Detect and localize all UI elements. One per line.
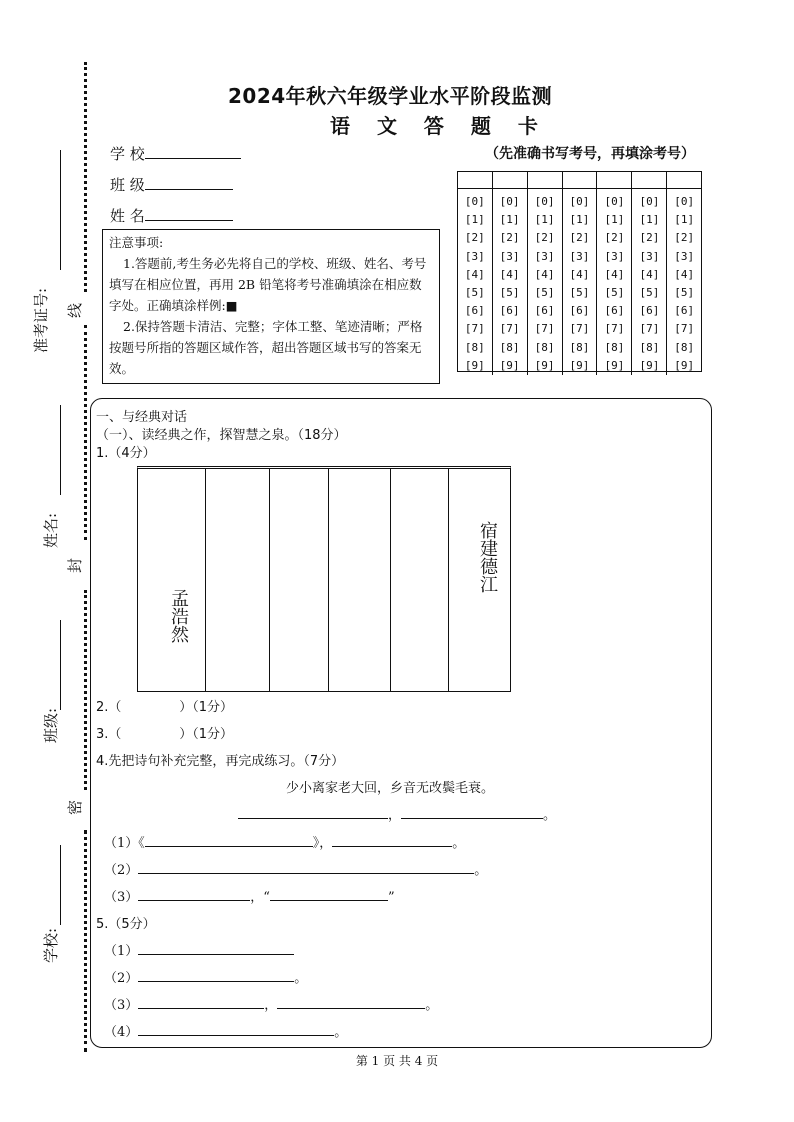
poet-name: 孟浩然 <box>168 589 189 643</box>
blank-line[interactable] <box>138 942 294 955</box>
digit-bubble[interactable]: [8] <box>569 340 590 354</box>
class-input-line[interactable] <box>145 175 233 190</box>
period: 。 <box>474 863 488 878</box>
digit-bubble[interactable]: [7] <box>674 322 695 336</box>
digit-bubble[interactable]: [8] <box>534 340 555 354</box>
id-digit-box[interactable] <box>492 172 527 189</box>
poem-column-divider <box>205 469 206 691</box>
class-field[interactable] <box>110 174 233 195</box>
exam-title: 2024年秋六年级学业水平阶段监测 <box>228 84 553 108</box>
digit-bubble[interactable]: [7] <box>569 322 590 336</box>
id-digit-box[interactable] <box>527 172 562 189</box>
q5-4-label: （4） <box>104 1025 139 1040</box>
digit-bubble[interactable]: [1] <box>464 213 485 227</box>
side-name-line <box>60 405 61 495</box>
digit-bubble[interactable]: [1] <box>639 213 660 227</box>
notes-box <box>102 229 440 384</box>
digit-bubble[interactable]: [3] <box>604 249 625 263</box>
digit-bubble[interactable]: [1] <box>674 213 695 227</box>
digit-bubble[interactable]: [2] <box>604 231 625 245</box>
side-exam-id-label: 准考证号: <box>32 287 51 354</box>
blank-line[interactable] <box>401 806 543 819</box>
digit-bubble[interactable]: [1] <box>534 213 555 227</box>
question-5-label: 5.（5分） <box>96 917 156 932</box>
digit-bubble[interactable]: [2] <box>639 231 660 245</box>
id-digit-column[interactable] <box>527 189 562 376</box>
q5-1-label: （1） <box>104 944 139 959</box>
id-digit-column[interactable] <box>458 189 492 376</box>
blank-line[interactable] <box>138 888 250 901</box>
period: 。 <box>334 1025 348 1040</box>
blank-line[interactable] <box>145 834 313 847</box>
digit-bubble[interactable]: [5] <box>534 286 555 300</box>
id-digit-column[interactable] <box>562 189 597 376</box>
digit-bubble[interactable]: [9] <box>534 358 555 372</box>
digit-bubble[interactable]: [7] <box>604 322 625 336</box>
id-digit-box[interactable] <box>632 172 667 189</box>
notes-item-1: 1.答题前,考生务必先将自己的学校、班级、姓名、考号填写在相应位置，再用 2B 铅笔将考号准确填涂在相应数字处。正确填涂样例:■ <box>109 256 427 313</box>
question-1-label: 1.（4分） <box>96 446 156 461</box>
page-footer: 第 1 页 共 4 页 <box>355 1054 439 1068</box>
digit-bubble[interactable]: [9] <box>569 358 590 372</box>
id-digit-box[interactable] <box>562 172 597 189</box>
digit-bubble[interactable]: [7] <box>464 322 485 336</box>
digit-bubble[interactable]: [6] <box>534 304 555 318</box>
blank-line[interactable] <box>238 806 388 819</box>
digit-bubble[interactable]: [5] <box>569 286 590 300</box>
digit-bubble[interactable]: [0] <box>464 195 485 208</box>
binding-seal-char: 封 <box>66 557 85 574</box>
q4-1-row[interactable] <box>104 832 465 851</box>
digit-bubble[interactable]: [4] <box>674 267 695 281</box>
blank-line[interactable] <box>277 996 425 1009</box>
digit-bubble[interactable]: [0] <box>639 195 660 208</box>
comma: ， <box>264 998 278 1013</box>
digit-bubble[interactable]: [7] <box>639 322 660 336</box>
q4-fill-line[interactable] <box>238 804 556 823</box>
poem-table[interactable] <box>137 466 511 692</box>
blank-line[interactable] <box>138 861 474 874</box>
side-name-label: 姓名: <box>42 512 61 549</box>
digit-bubble[interactable]: [9] <box>499 358 520 372</box>
digit-bubble[interactable]: [8] <box>639 340 660 354</box>
comma: ， <box>388 808 402 823</box>
digit-bubble[interactable]: [0] <box>674 195 695 208</box>
school-field[interactable] <box>110 143 241 164</box>
q4-1-label: （1）《 <box>104 836 145 851</box>
id-digit-column[interactable] <box>667 189 701 376</box>
blank-line[interactable] <box>332 834 452 847</box>
poem-column-divider <box>328 469 329 691</box>
digit-bubble[interactable]: [6] <box>639 304 660 318</box>
digit-bubble[interactable]: [2] <box>499 231 520 245</box>
digit-bubble[interactable]: [6] <box>604 304 625 318</box>
q4-3-end: ” <box>387 890 395 905</box>
name-field[interactable] <box>110 205 233 226</box>
digit-bubble[interactable]: [3] <box>464 249 485 263</box>
id-digit-box[interactable] <box>597 172 632 189</box>
notes-item-2: 2.保持答题卡清洁、完整；字体工整、笔迹清晰；严格按题号所指的答题区域作答，超出答题区域书写的答案无效。 <box>109 319 423 376</box>
question-4-label: 4.先把诗句补充完整，再完成练习。（7分） <box>96 754 345 769</box>
digit-bubble[interactable]: [3] <box>534 249 555 263</box>
id-digit-column[interactable] <box>492 189 527 376</box>
digit-bubble[interactable]: [8] <box>604 340 625 354</box>
digit-bubble[interactable]: [0] <box>534 195 555 208</box>
section-heading: 一、与经典对话 <box>96 410 188 425</box>
digit-bubble[interactable]: [0] <box>604 195 625 208</box>
school-label: 学 校 <box>110 145 145 163</box>
period: 。 <box>543 808 557 823</box>
school-input-line[interactable] <box>145 144 241 159</box>
side-school-label: 学校: <box>42 927 61 964</box>
digit-bubble[interactable]: [8] <box>674 340 695 354</box>
question-2-label[interactable]: 2.（ ）（1分） <box>96 700 234 715</box>
digit-bubble[interactable]: [9] <box>604 358 625 372</box>
q4-3-mid: ，“ <box>250 890 270 905</box>
digit-bubble[interactable]: [5] <box>674 286 695 300</box>
id-digit-column[interactable] <box>597 189 632 376</box>
digit-bubble[interactable]: [6] <box>569 304 590 318</box>
digit-bubble[interactable]: [1] <box>569 213 590 227</box>
name-label: 姓 名 <box>110 207 145 225</box>
answer-card-title: 语 文 答 题 卡 <box>330 114 548 138</box>
blank-line[interactable] <box>138 969 294 982</box>
side-class-line <box>60 620 61 710</box>
side-school-line <box>60 845 61 925</box>
q4-2-label: （2） <box>104 863 139 878</box>
q4-3-row[interactable] <box>104 886 395 905</box>
digit-bubble[interactable]: [1] <box>604 213 625 227</box>
digit-bubble[interactable]: [6] <box>674 304 695 318</box>
blank-line[interactable] <box>270 888 388 901</box>
blank-line[interactable] <box>138 1023 334 1036</box>
digit-bubble[interactable]: [6] <box>464 304 485 318</box>
digit-bubble[interactable]: [8] <box>499 340 520 354</box>
digit-bubble[interactable]: [7] <box>534 322 555 336</box>
q4-3-label: （3） <box>104 890 139 905</box>
digit-bubble[interactable]: [4] <box>534 267 555 281</box>
id-digit-box[interactable] <box>667 172 701 189</box>
q4-2-row[interactable] <box>104 859 487 878</box>
blank-line[interactable] <box>138 996 264 1009</box>
exam-id-line <box>60 150 61 270</box>
digit-bubble[interactable]: [3] <box>639 249 660 263</box>
poem-line: 少小离家老大回，乡音无改鬓毛衰。 <box>286 781 495 796</box>
digit-bubble[interactable]: [5] <box>639 286 660 300</box>
q5-4-row[interactable] <box>104 1021 347 1040</box>
q5-3-row[interactable] <box>104 994 438 1013</box>
digit-bubble[interactable]: [4] <box>499 267 520 281</box>
side-class-label: 班级: <box>42 707 61 744</box>
binding-secret-char: 密 <box>66 799 85 816</box>
exam-id-bubble-grid[interactable] <box>457 171 702 372</box>
digit-bubble[interactable]: [6] <box>499 304 520 318</box>
period: 。 <box>425 998 439 1013</box>
digit-bubble[interactable]: [9] <box>674 358 695 372</box>
digit-bubble[interactable]: [4] <box>639 267 660 281</box>
id-digit-column[interactable] <box>632 189 667 376</box>
poem-title: 宿建德江 <box>477 521 498 593</box>
digit-bubble[interactable]: [0] <box>499 195 520 208</box>
q5-1-row[interactable] <box>104 940 294 959</box>
digit-bubble[interactable]: [2] <box>674 231 695 245</box>
digit-bubble[interactable]: [3] <box>499 249 520 263</box>
binding-dotted-line-top <box>84 62 90 292</box>
part-heading: （一）、读经典之作，探智慧之泉。（18分） <box>96 428 347 443</box>
digit-bubble[interactable]: [9] <box>639 358 660 372</box>
digit-bubble[interactable]: [2] <box>534 231 555 245</box>
digit-bubble[interactable]: [9] <box>464 358 485 372</box>
digit-bubble[interactable]: [5] <box>499 286 520 300</box>
digit-bubble[interactable]: [2] <box>569 231 590 245</box>
period: 。 <box>452 836 466 851</box>
q4-1-close: 》， <box>312 836 333 851</box>
id-digit-box[interactable] <box>458 172 492 189</box>
digit-bubble[interactable]: [4] <box>604 267 625 281</box>
digit-bubble[interactable]: [5] <box>464 286 485 300</box>
q5-2-label: （2） <box>104 971 139 986</box>
digit-bubble[interactable]: [3] <box>674 249 695 263</box>
period: 。 <box>294 971 308 986</box>
poem-column-divider <box>448 469 449 691</box>
digit-bubble[interactable]: [1] <box>499 213 520 227</box>
digit-bubble[interactable]: [7] <box>499 322 520 336</box>
notes-heading: 注意事项: <box>109 235 164 250</box>
digit-bubble[interactable]: [4] <box>464 267 485 281</box>
poem-column-divider <box>269 469 270 691</box>
digit-bubble[interactable]: [8] <box>464 340 485 354</box>
q5-3-label: （3） <box>104 998 139 1013</box>
digit-bubble[interactable]: [0] <box>569 195 590 208</box>
digit-bubble[interactable]: [5] <box>604 286 625 300</box>
id-instruction-note: （先准确书写考号，再填涂考号） <box>485 146 695 162</box>
q5-2-row[interactable] <box>104 967 307 986</box>
class-label: 班 级 <box>110 176 145 194</box>
question-3-label[interactable]: 3.（ ）（1分） <box>96 727 234 742</box>
digit-bubble[interactable]: [2] <box>464 231 485 245</box>
digit-bubble[interactable]: [4] <box>569 267 590 281</box>
poem-column-divider <box>390 469 391 691</box>
digit-bubble[interactable]: [3] <box>569 249 590 263</box>
name-input-line[interactable] <box>145 206 233 221</box>
binding-line-char: 线 <box>66 302 85 319</box>
